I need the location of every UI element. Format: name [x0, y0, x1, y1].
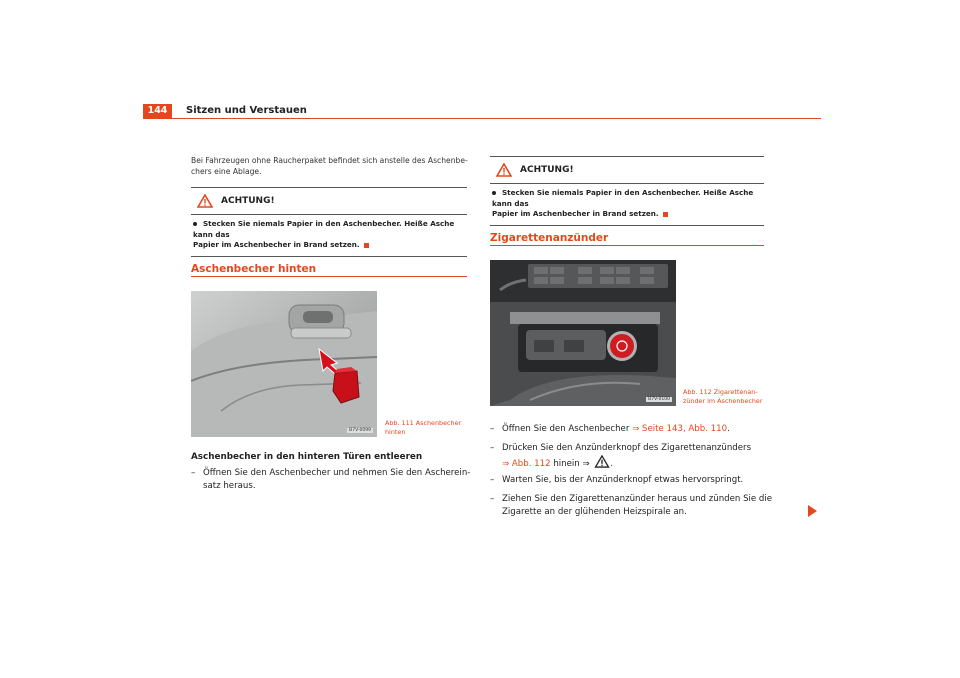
- section-title-aschenbecher-hinten: Aschenbecher hinten: [191, 263, 317, 275]
- next-page-arrow-icon[interactable]: [808, 505, 817, 517]
- section-rule: [191, 276, 467, 277]
- warning-line: Stecken Sie niemals Papier in den Aschenbecher. Heiße Asche kann das: [193, 219, 455, 239]
- caption-line: Abb. 112 Zigarettenan-: [683, 388, 758, 396]
- intro-line: Bei Fahrzeugen ohne Raucherpaket befindet sich anstelle des Aschenbe-: [191, 156, 468, 165]
- warning-triangle-icon: [197, 194, 213, 208]
- list-line: .: [727, 424, 730, 434]
- list-text: Drücken Sie den Anzünderknopf des Zigarettenanzünders ⇒ Abb. 112 hinein ⇒ .: [502, 443, 752, 469]
- console-illustration: [490, 260, 676, 406]
- list-line: hinein ⇒: [550, 458, 590, 469]
- warning-triangle-icon: [496, 163, 512, 177]
- caption-line: hinten: [385, 427, 406, 436]
- intro-paragraph: [191, 155, 471, 177]
- warning-triangle-icon: [594, 455, 610, 468]
- list-item: [490, 423, 780, 436]
- bullet: [193, 222, 197, 226]
- list-text: Warten Sie, bis der Anzünderknopf etwas hervorspringt.: [502, 475, 744, 485]
- list-text: [502, 423, 780, 436]
- warning-box: [191, 187, 467, 257]
- figure-reference-link[interactable]: ⇒ Abb. 112: [502, 458, 551, 469]
- caption-line: zünder im Aschenbecher: [683, 396, 763, 405]
- list-dash: –: [490, 443, 495, 453]
- warning-line: Stecken Sie niemals Papier in den Aschenbecher. Heiße Asche kann das: [492, 188, 754, 208]
- warning-text: [191, 215, 467, 256]
- warning-header: [490, 157, 764, 184]
- list-dash: –: [490, 475, 495, 485]
- warning-label: ACHTUNG!: [520, 165, 574, 175]
- caption-line: Abb. 111 Aschenbecher: [385, 419, 462, 427]
- warning-text: [490, 184, 764, 225]
- list-dash: –: [490, 424, 495, 434]
- warning-label: ACHTUNG!: [221, 196, 275, 206]
- figure-tag: B7V-0099: [349, 428, 371, 433]
- list-item: [490, 493, 780, 518]
- warning-line: Papier im Aschenbecher in Brand setzen.: [492, 209, 659, 218]
- figure-caption: [683, 388, 763, 405]
- figure-tag: B7V-0100: [648, 397, 670, 402]
- chapter-title: Sitzen und Verstauen: [186, 105, 307, 116]
- door-panel-illustration: [191, 291, 377, 437]
- intro-line: chers eine Ablage.: [191, 167, 262, 176]
- list-item: [490, 442, 780, 470]
- end-marker: [364, 243, 369, 248]
- list-line: Drücken Sie den Anzünderknopf des Zigarettenanzünders: [502, 443, 752, 453]
- warning-header: [191, 188, 467, 215]
- list-dash: –: [191, 468, 196, 478]
- list-line: Ziehen Sie den Zigarettenanzünder heraus und zünden Sie die: [502, 494, 773, 504]
- list-item: [490, 474, 780, 487]
- page-number: 144: [143, 104, 172, 118]
- figure-cigarette-lighter: [490, 260, 676, 406]
- subheading: Aschenbecher in den hinteren Türen entleeren: [191, 452, 423, 462]
- figure-rear-ashtray: [191, 291, 377, 437]
- list-text: [502, 493, 780, 518]
- end-marker: [663, 212, 668, 217]
- section-title-zigarettenanzuender: Zigarettenanzünder: [490, 232, 609, 244]
- list-line: Öffnen Sie den Aschenbecher: [502, 424, 633, 434]
- header-rule: [143, 118, 821, 119]
- list-text: [203, 467, 481, 492]
- list-dash: –: [490, 494, 495, 504]
- page-reference-link[interactable]: ⇒ Seite 143, Abb. 110: [632, 424, 728, 434]
- list-line: Öffnen Sie den Aschenbecher und nehmen Sie den Ascherein-: [203, 468, 471, 478]
- list-line: Zigarette an der glühenden Heizspirale an.: [502, 506, 687, 517]
- warning-box: [490, 156, 764, 226]
- warning-line: Papier im Aschenbecher in Brand setzen.: [193, 240, 360, 249]
- section-rule: [490, 245, 764, 246]
- figure-caption: [385, 419, 461, 436]
- list-line: satz heraus.: [203, 480, 256, 491]
- bullet: [492, 191, 496, 195]
- list-item: [191, 467, 481, 492]
